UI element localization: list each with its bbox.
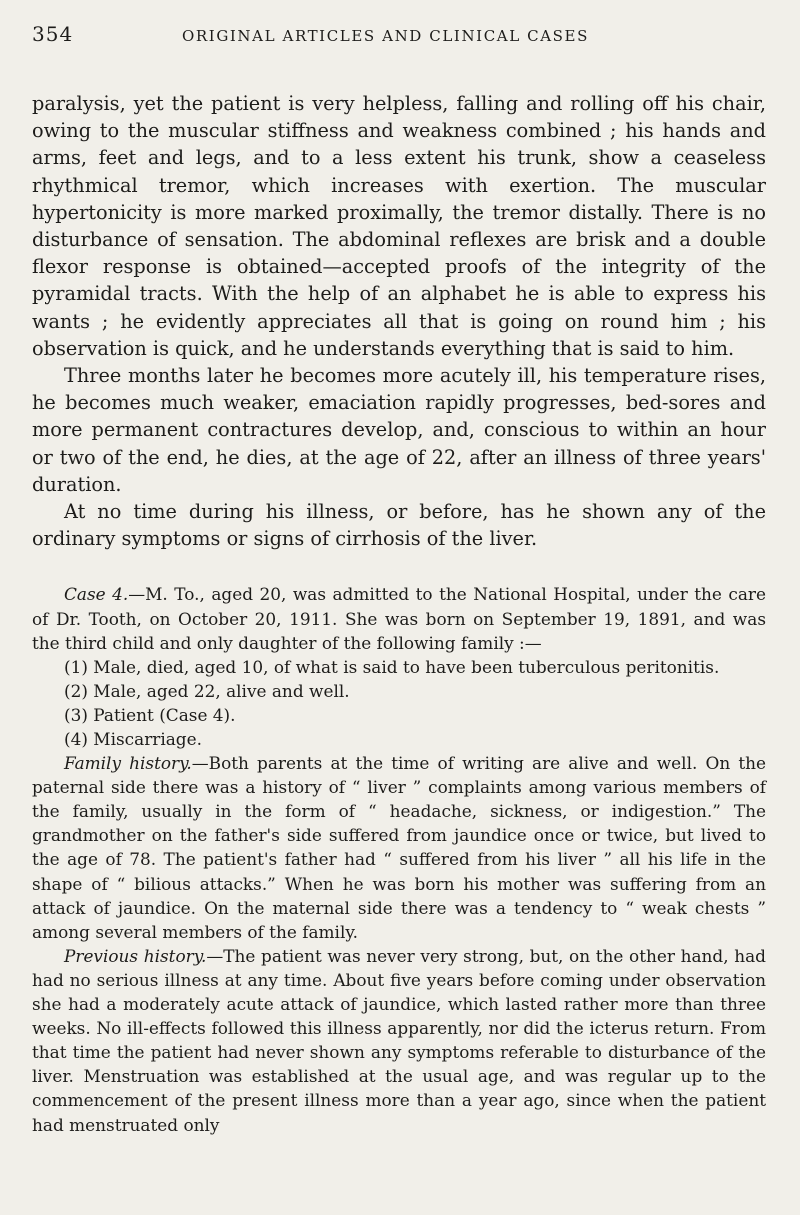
family-list-item: (1) Male, died, aged 10, of what is said to have been tuberculous peritonitis. [64,656,720,677]
case-4-text: —M. To., aged 20, was admitted to the National Hospital, under the care of Dr. Tooth, on October 20, 1911. She was born on September 19, 1891, and was the third child and only daughter of the following family :— [32,584,766,653]
previous-history-label: Previous history. [64,945,207,966]
paragraph-continuation: paralysis, yet the patient is very helpless, falling and rolling off his chair, owing to the muscular stiffness and weakness combined ; his hands and arms, feet and legs, and to a less extent his trunk, show a ceaseless rhythmical tremor, which increases with exertion. The muscular hypertonicity is more marked proximally, the tremor distally. There is no disturbance of sensation. The abdominal reflexes are brisk and a double flexor response is obtained—accepted proofs of the integrity of the pyramidal tracts. With the help of an alphabet he is able to express his wants ; he evidently appreciates all that is going on round him ; his observation is quick, and he understands everything that is said to him. [32,92,766,360]
family-history-paragraph [32,751,766,944]
page-header [32,22,766,62]
family-list-item: (3) Patient (Case 4). [64,704,236,725]
family-history-label: Family history. [64,753,192,774]
paragraph-no-cirrhosis: At no time during his illness, or before, has he shown any of the ordinary symptoms or signs of cirrhosis of the liver. [32,500,766,551]
family-list-item: (4) Miscarriage. [64,729,202,750]
previous-history-paragraph [32,944,766,1137]
family-list [32,655,766,751]
previous-history-text: —The patient was never very strong, but, on the other hand, had had no serious illness at any time. About five years before coming under observation she had a moderately acute attack of jaundice, which lasted rather more than three weeks. No ill-effects followed this illness apparently, nor did the icterus return. From that time the patient had never shown any symptoms referable to disturbance of the liver. Menstruation was established at the usual age, and was regular up to the commencement of the present illness more than a year ago, since when the patient had menstruated only [32,945,766,1135]
case-4-label: Case 4. [64,584,129,605]
running-head: ORIGINAL ARTICLES AND CLINICAL CASES [182,27,589,45]
case-4-intro [32,582,766,654]
main-text [32,90,766,552]
family-history-text: —Both parents at the time of writing are alive and well. On the paternal side there was a history of “ liver ” complaints among various members of the family, usually in the form of “ headache, sickness, or indigestion.” The grandmother on the father's side suffered from jaundice once or twice, but lived to the age of 78. The patient's father had “ suffered from his liver ” all his life in the shape of “ bilious attacks.” When he was born his mother was suffering from an attack of jaundice. On the maternal side there was a tendency to “ weak chests ” among several members of the family. [32,753,766,942]
family-list-item: (2) Male, aged 22, alive and well. [64,680,350,701]
page-number: 354 [32,22,74,46]
case-4-section [32,582,766,1136]
paragraph-three-months: Three months later he becomes more acutely ill, his temperature rises, he becomes much weaker, emaciation rapidly progresses, bed-sores and more permanent contractures develop, and, conscious to within an hour or two of the end, he dies, at the age of 22, after an illness of three years' duration. [32,364,766,496]
